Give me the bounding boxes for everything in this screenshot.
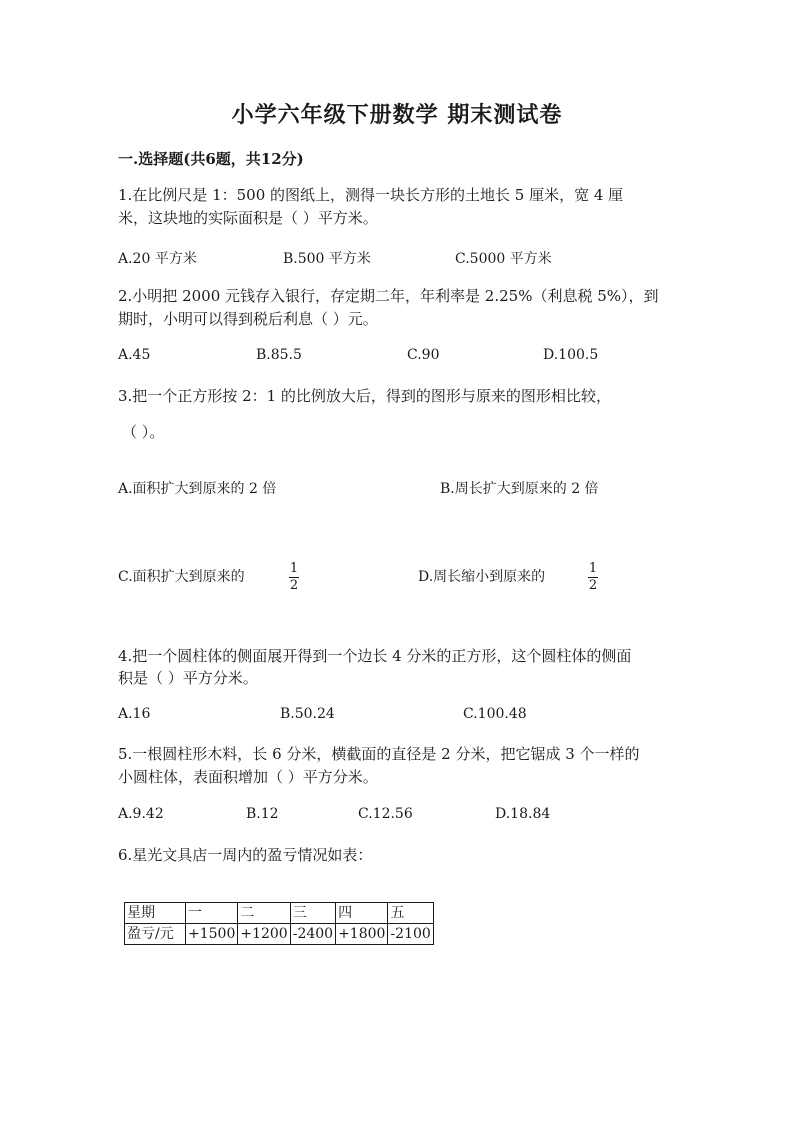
table-cell: 一: [186, 903, 238, 924]
question-3-line-2: （ ）。: [122, 423, 165, 441]
q2-option-a: A.45: [118, 347, 151, 363]
table-cell: 盈亏/元: [125, 924, 186, 945]
table-row: [125, 903, 434, 924]
question-4-line-1: 4.把一个圆柱体的侧面展开得到一个边长 4 分米的正方形，这个圆柱体的侧面: [118, 647, 632, 665]
question-6-line-1: 6.星光文具店一周内的盈亏情况如表：: [118, 846, 373, 864]
q4-option-c: C.100.48: [463, 706, 527, 722]
question-5-line-2: 小圆柱体，表面积增加（ ）平方分米。: [118, 768, 378, 786]
profit-loss-table: [124, 902, 434, 945]
section-heading: 一.选择题(共6题，共12分): [118, 150, 304, 168]
question-1-line-1: 1.在比例尺是 1：500 的图纸上，测得一块长方形的土地长 5 厘米，宽 4 厘: [118, 186, 624, 204]
q5-option-c: C.12.56: [358, 806, 413, 822]
question-4-line-2: 积是（ ）平方分米。: [118, 669, 258, 687]
table-cell: 五: [388, 903, 433, 924]
q2-option-c: C.90: [407, 347, 440, 363]
question-2-line-1: 2.小明把 2000 元钱存入银行，存定期二年，年利率是 2.25%（利息税 5%），到: [118, 287, 659, 305]
table-cell: 四: [336, 903, 388, 924]
fraction-numerator: 1: [289, 561, 299, 576]
q1-option-b: B.500 平方米: [283, 251, 371, 267]
q1-option-a: A.20 平方米: [118, 251, 197, 267]
fraction-denominator: 2: [289, 578, 299, 593]
fraction-numerator: 1: [588, 561, 598, 576]
table-cell: -2400: [290, 924, 335, 945]
table-cell: +1800: [336, 924, 388, 945]
q3-option-b: B.周长扩大到原来的 2 倍: [440, 481, 599, 497]
q5-option-a: A.9.42: [118, 806, 164, 822]
q5-option-b: B.12: [246, 806, 279, 822]
table-cell: -2100: [388, 924, 433, 945]
table-cell: +1200: [238, 924, 290, 945]
table-cell: +1500: [186, 924, 238, 945]
q3-option-d-fraction: [588, 562, 598, 593]
question-1-line-2: 米，这块地的实际面积是（ ）平方米。: [118, 209, 378, 227]
page-title: 小学六年级下册数学 期末测试卷: [231, 102, 563, 128]
table-cell: 星期: [125, 903, 186, 924]
q3-option-c-fraction: [289, 562, 299, 593]
table-cell: 三: [290, 903, 335, 924]
q5-option-d: D.18.84: [495, 806, 551, 822]
q2-option-d: D.100.5: [543, 347, 599, 363]
fraction-denominator: 2: [588, 578, 598, 593]
question-5-line-1: 5.一根圆柱形木料，长 6 分米，横截面的直径是 2 分米，把它锯成 3 个一样的: [118, 745, 640, 763]
q3-option-a: A.面积扩大到原来的 2 倍: [118, 481, 277, 497]
q4-option-a: A.16: [118, 706, 151, 722]
table-cell: 二: [238, 903, 290, 924]
question-2-line-2: 期时，小明可以得到税后利息（ ）元。: [118, 310, 378, 328]
question-3-line-1: 3.把一个正方形按 2：1 的比例放大后，得到的图形与原来的图形相比较，: [118, 387, 611, 405]
q1-option-c: C.5000 平方米: [455, 251, 552, 267]
table-row: [125, 924, 434, 945]
q3-option-c: C.面积扩大到原来的: [118, 569, 245, 585]
q3-option-d: D.周长缩小到原来的: [418, 569, 546, 585]
q2-option-b: B.85.5: [256, 347, 302, 363]
q4-option-b: B.50.24: [280, 706, 335, 722]
